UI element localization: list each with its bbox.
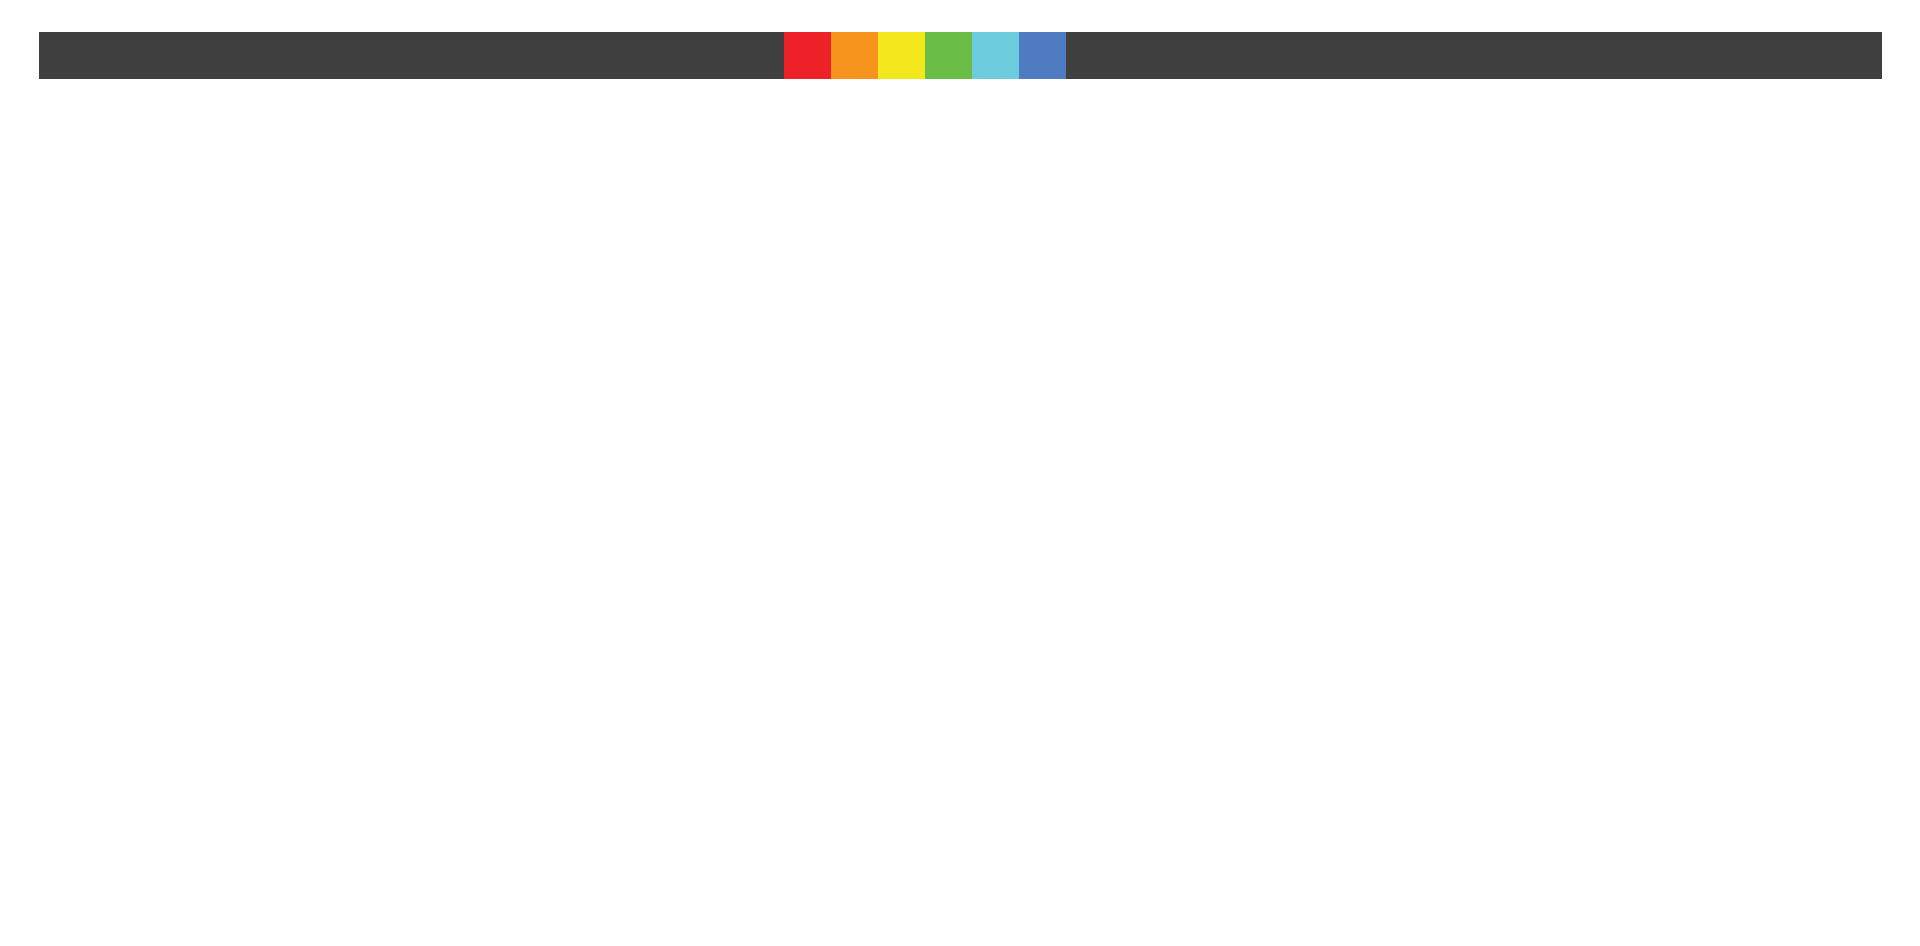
header-p1 — [784, 32, 831, 79]
header-p4 — [925, 32, 972, 79]
header-title — [39, 32, 784, 79]
header-row — [39, 32, 1882, 79]
header-p3 — [878, 32, 925, 79]
header-p6 — [1019, 32, 1066, 79]
header-total — [1066, 32, 1176, 79]
header-solutions — [1176, 32, 1882, 79]
header-p5 — [972, 32, 1019, 79]
header-p2 — [831, 32, 878, 79]
